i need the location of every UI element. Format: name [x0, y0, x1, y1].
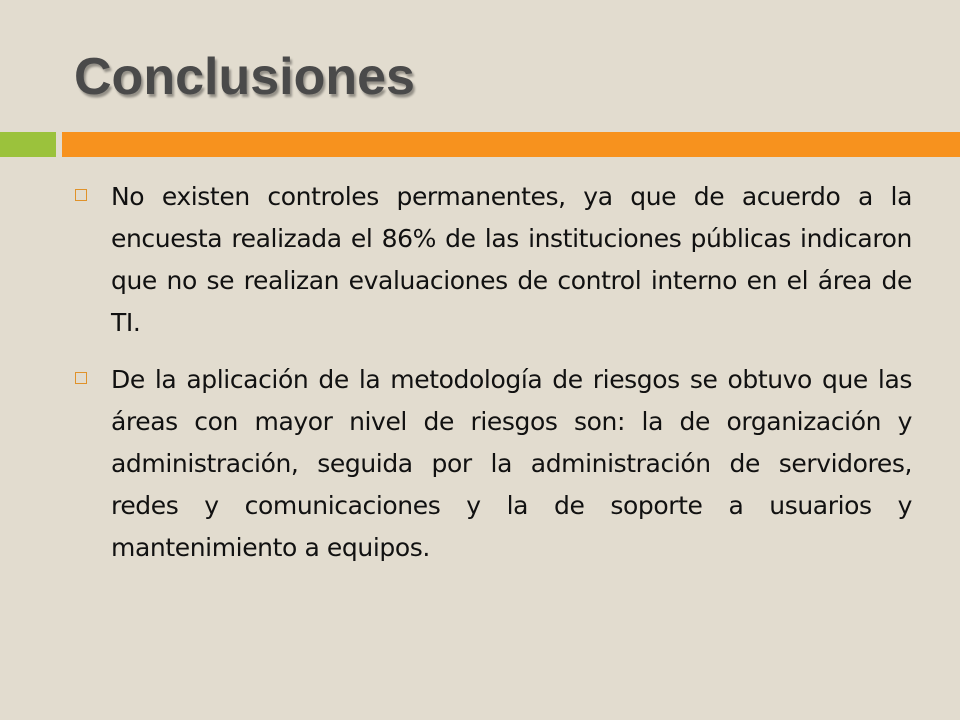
bullet-item	[74, 359, 912, 569]
bullet-item	[74, 176, 912, 344]
bullet-text: No existen controles permanentes, ya que de acuerdo a la encuesta realizada el 86% de las instituciones públicas indicaron que no se realizan evaluaciones de control interno en el área de TI.	[111, 182, 912, 337]
title-accent-bar-orange	[62, 132, 960, 157]
bullet-list	[74, 176, 912, 584]
slide-title: Conclusiones	[74, 48, 415, 106]
square-bullet-icon	[75, 372, 87, 384]
title-accent-bar-green	[0, 132, 56, 157]
bullet-text: De la aplicación de la metodología de riesgos se obtuvo que las áreas con mayor nivel de riesgos son: la de organización y administración, seguida por la administración de servidores, redes y comunicaciones y la de soporte a usuarios y mantenimiento a equipos.	[111, 365, 912, 562]
square-bullet-icon	[75, 189, 87, 201]
